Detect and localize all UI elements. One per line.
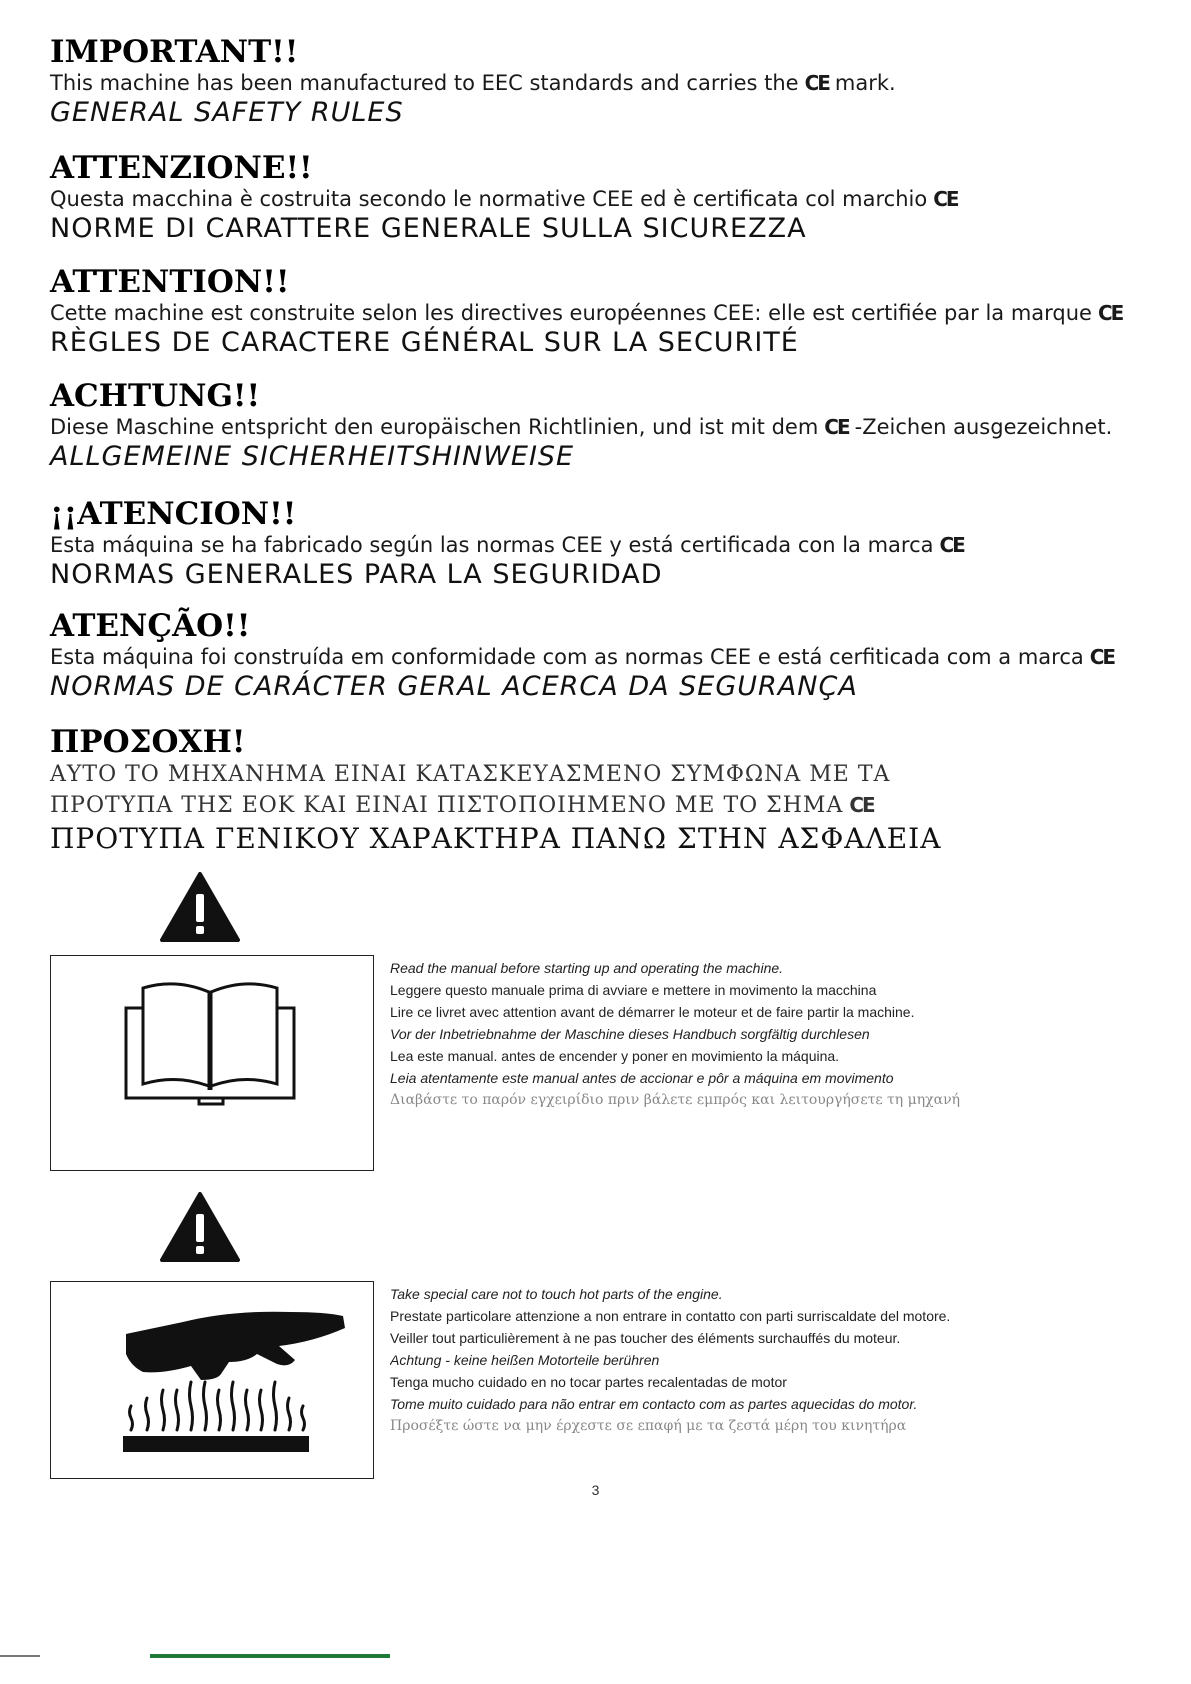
warning-line: Προσέξτε ώστε να μην έρχεστε σε επαφή με τα ζεστά μέρη του κινητήρα (390, 1418, 907, 1434)
warning-line: Take special care not to touch hot parts of the engine. (390, 1286, 723, 1302)
section-subtitle: NORMAS DE CARÁCTER GERAL ACERCA DA SEGURANÇA (50, 671, 858, 702)
section-text-before: Questa macchina è costruita secondo le normative CEE ed è certificata col marchio (50, 187, 928, 211)
section-text-line2 (50, 790, 1151, 821)
warning-line: Tome muito cuidado para não entrar em contacto com as partes aquecidas do motor. (390, 1396, 918, 1412)
section-text (50, 644, 1151, 670)
manual-warning-text (390, 957, 1110, 1111)
hot-surface-pictogram-box (50, 1281, 374, 1479)
ce-mark-icon: CE (939, 533, 964, 557)
warning-line: Lire ce livret avec attention avant de démarrer le moteur et de faire partir la machine. (390, 1004, 915, 1020)
ce-mark-icon: CE (933, 187, 958, 211)
section-attenzione (50, 150, 1151, 246)
manual-pictogram-box (50, 955, 374, 1171)
warning-line: Read the manual before starting up and operating the machine. (390, 960, 784, 976)
section-atencao (50, 608, 1151, 704)
footer-rule (0, 1655, 40, 1657)
section-text-before: ΠΡΟΤΥΠΑ ΤΗΣ ΕΟΚ ΚΑΙ ΕΙΝΑΙ ΠΙΣΤΟΠΟΙΗΜΕΝΟ ΜΕ ΤΟ ΣΗΜΑ (50, 793, 844, 818)
section-text-before: This machine has been manufactured to EEC standards and carries the (50, 71, 799, 95)
section-text-before: Diese Maschine entspricht den europäischen Richtlinien, und ist mit dem (50, 415, 819, 439)
section-text (50, 186, 1151, 212)
section-subtitle: NORMAS GENERALES PARA LA SEGURIDAD (50, 559, 663, 590)
section-subtitle: ΠΡΟΤΥΠΑ ΓΕΝΙΚΟΥ ΧΑΡΑΚΤΗΡΑ ΠΑΝΩ ΣΤΗΝ ΑΣΦΑΛΕΙΑ (50, 822, 942, 855)
ce-mark-icon: CE (849, 793, 874, 817)
section-subtitle: RÈGLES DE CARACTERE GÉNÉRAL SUR LA SECURITÉ (50, 327, 799, 358)
section-heading: IMPORTANT!! (50, 34, 299, 70)
section-text (50, 70, 1151, 96)
section-subtitle: ALLGEMEINE SICHERHEITSHINWEISE (50, 441, 575, 472)
warning-line: Διαβάστε το παρόν εγχειρίδιο πριν βάλετε εμπρός και λειτουργήσετε τη μηχανή (390, 1092, 960, 1108)
hot-warning-text (390, 1283, 1040, 1437)
section-text-before: Cette machine est construite selon les directives européennes CEE: elle est certifiée par la marque (50, 301, 1092, 325)
section-subtitle: GENERAL SAFETY RULES (50, 97, 404, 128)
section-achtung (50, 378, 1151, 474)
warning-line: Tenga mucho cuidado en no tocar partes recalentadas de motor (390, 1374, 787, 1390)
section-prosoxi (50, 724, 1151, 857)
warning-line: Leggere questo manuale prima di avviare e mettere in movimento la macchina (390, 982, 877, 998)
ce-mark-icon: CE (804, 71, 829, 95)
open-book-icon (51, 956, 373, 1170)
section-text (50, 300, 1151, 326)
section-text (50, 532, 1151, 558)
section-text-before: Esta máquina foi construída em conformidade com as normas CEE e está cerfiticada com a marca (50, 645, 1084, 669)
footer-bar (150, 1654, 390, 1658)
section-text-line1: ΑΥΤΟ ΤΟ ΜΗΧΑΝΗΜΑ ΕΙΝΑΙ ΚΑΤΑΣΚΕΥΑΣΜΕΝΟ ΣΥΜΦΩΝΑ ΜΕ ΤΑ (50, 762, 891, 787)
section-attention (50, 264, 1151, 360)
section-text-after: -Zeichen ausgezeichnet. (854, 415, 1113, 439)
warning-line: Prestate particolare attenzione a non entrare in contatto con parti surriscaldate del motore. (390, 1308, 951, 1324)
section-atencion (50, 496, 1151, 592)
warning-line: Leia atentamente este manual antes de accionar e pôr a máquina em movimento (390, 1070, 894, 1086)
hot-surface-hand-icon (51, 1282, 373, 1478)
section-subtitle: NORME DI CARATTERE GENERALE SULLA SICUREZZA (50, 213, 807, 244)
warning-line: Achtung - keine heißen Motorteile berühren (390, 1352, 660, 1368)
section-heading: ATTENTION!! (50, 264, 290, 300)
section-heading: ATTENZIONE!! (50, 150, 313, 186)
section-heading: ATENÇÃO!! (50, 608, 251, 644)
section-heading: ΠΡΟΣΟΧΗ! (50, 724, 246, 760)
warning-line: Vor der Inbetriebnahme der Maschine dieses Handbuch sorgfältig durchlesen (390, 1026, 870, 1042)
warning-line: Veiller tout particulièrement à ne pas toucher des éléments surchauffés du moteur. (390, 1330, 901, 1346)
section-heading: ¡¡ATENCION!! (50, 496, 297, 532)
warning-triangle-icon (160, 1190, 240, 1262)
section-text-before: Esta máquina se ha fabricado según las normas CEE y está certificada con la marca (50, 533, 934, 557)
section-important (50, 34, 1151, 130)
section-text-after: mark. (834, 71, 896, 95)
ce-mark-icon: CE (1097, 301, 1123, 325)
ce-mark-icon: CE (824, 415, 849, 439)
ce-mark-icon: CE (1089, 645, 1115, 669)
warning-triangle-icon (160, 870, 240, 942)
page-number: 3 (591, 1482, 600, 1498)
warning-line: Lea este manual. antes de encender y poner en movimiento la máquina. (390, 1048, 840, 1064)
section-heading: ACHTUNG!! (50, 378, 261, 414)
section-text (50, 414, 1151, 440)
